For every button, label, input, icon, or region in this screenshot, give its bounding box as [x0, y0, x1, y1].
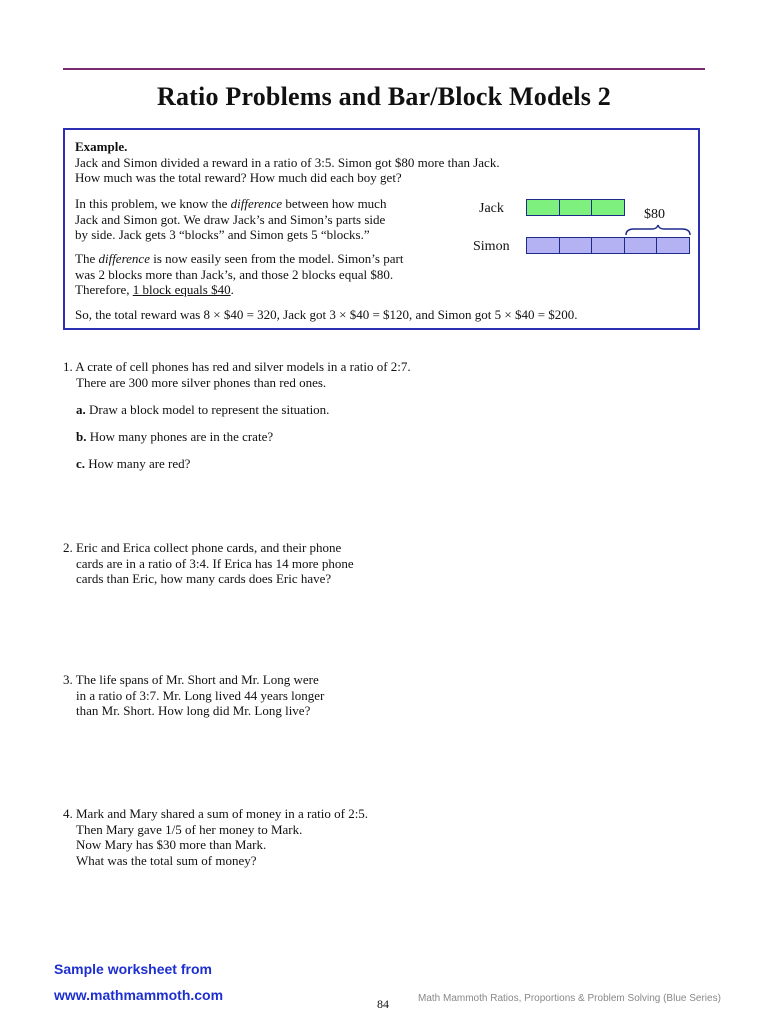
part-c-text: How many are red? [85, 456, 191, 471]
problem-1 [63, 359, 411, 390]
example-paragraph-1 [75, 196, 386, 243]
block [592, 238, 625, 253]
example-heading: Example. [75, 139, 128, 154]
problem-2 [63, 540, 354, 587]
part-c-label: c. [76, 456, 86, 471]
p1-line-2: Jack and Simon got. We draw Jack’s and Simon’s parts side [75, 211, 386, 227]
p2-line-2: was 2 blocks more than Jack’s, and those 2 blocks equal $80. [75, 266, 394, 282]
difference-brace [624, 224, 692, 236]
difference-label: $80 [644, 207, 665, 222]
block [527, 200, 560, 215]
sample-worksheet-text: Sample worksheet from [54, 961, 212, 977]
simon-label: Simon [473, 239, 510, 254]
block [592, 200, 624, 215]
problem-4-line-4: What was the total sum of money? [76, 852, 257, 868]
p2-line-3-a: Therefore, [75, 282, 133, 297]
example-line-1: Jack and Simon divided a reward in a ratio of 3:5. Simon got $80 more than Jack. [75, 154, 500, 170]
block [560, 238, 593, 253]
p1-text-a: In this problem, we know the [75, 196, 231, 211]
problem-1-part-b [76, 429, 273, 445]
problem-1-part-a [76, 402, 329, 418]
simon-bar [526, 237, 690, 254]
p1-line-3: by side. Jack gets 3 “blocks” and Simon gets 5 “blocks.” [75, 227, 370, 242]
example-conclusion: So, the total reward was 8 × $40 = 320, Jack got 3 × $40 = $120, and Simon got 5 × $40 = $200. [75, 307, 578, 322]
example-intro [75, 139, 500, 186]
p1-text-b: between how much [282, 196, 387, 211]
problem-4 [63, 806, 368, 868]
problem-3-line-2: in a ratio of 3:7. Mr. Long lived 44 years longer [76, 687, 325, 703]
p2-emphasis: difference [98, 251, 150, 266]
top-rule [63, 68, 705, 70]
problem-1-line-2: There are 300 more silver phones than red ones. [76, 374, 327, 390]
problem-2-line-1: 2. Eric and Erica collect phone cards, and their phone [63, 540, 342, 555]
p1-emphasis: difference [230, 196, 283, 211]
part-a-label: a. [76, 402, 86, 417]
page-title: Ratio Problems and Bar/Block Models 2 [157, 82, 611, 111]
block [560, 200, 593, 215]
problem-1-line-1: 1. A crate of cell phones has red and silver models in a ratio of 2:7. [63, 359, 411, 374]
part-b-text: How many phones are in the crate? [86, 429, 274, 444]
problem-3-line-1: 3. The life spans of Mr. Short and Mr. Long were [63, 672, 319, 687]
jack-label: Jack [479, 201, 504, 216]
jack-bar [526, 199, 625, 216]
website-link[interactable]: www.mathmammoth.com [54, 987, 224, 1003]
problem-2-line-2: cards are in a ratio of 3:4. If Erica has 14 more phone [76, 555, 354, 571]
problem-3 [63, 672, 324, 719]
problem-4-line-1: 4. Mark and Mary shared a sum of money in a ratio of 2:5. [63, 806, 369, 821]
problem-1-part-c [76, 456, 190, 472]
p2-text-b: is now easily seen from the model. Simon’s part [149, 251, 404, 266]
problem-4-line-3: Now Mary has $30 more than Mark. [76, 837, 267, 852]
problem-2-line-3: cards than Eric, how many cards does Eric have? [76, 571, 332, 586]
series-title: Math Mammoth Ratios, Proportions & Problem Solving (Blue Series) [418, 993, 721, 1004]
block [527, 238, 560, 253]
example-paragraph-2 [75, 251, 403, 298]
problem-3-line-3: than Mr. Short. How long did Mr. Long live? [76, 703, 311, 718]
p2-line-3-b: . [230, 282, 234, 297]
p2-underlined: 1 block equals $40 [132, 282, 231, 297]
part-a-text: Draw a block model to represent the situation. [85, 402, 330, 417]
block [657, 238, 689, 253]
example-line-2: How much was the total reward? How much did each boy get? [75, 170, 402, 185]
p2-text-a: The [75, 251, 99, 266]
page-number: 84 [377, 997, 389, 1011]
part-b-label: b. [76, 429, 87, 444]
block [625, 238, 658, 253]
problem-4-line-2: Then Mary gave 1/5 of her money to Mark. [76, 821, 303, 837]
